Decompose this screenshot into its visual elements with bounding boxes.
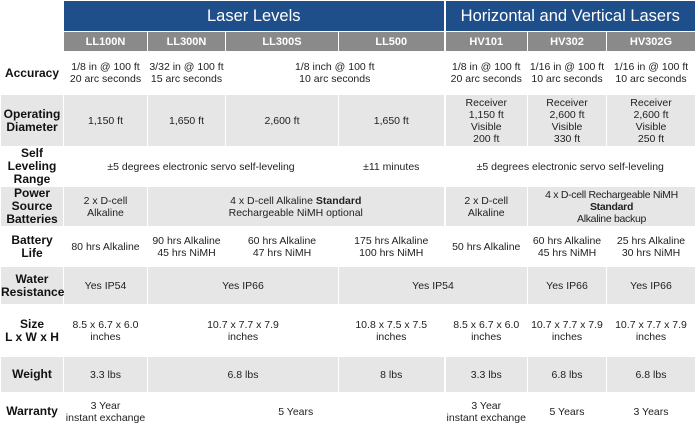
cell-power-hv302-hv302g (528, 187, 695, 227)
cell-battery-hv302: 60 hrs Alkaline 45 hrs NiMH (528, 227, 607, 267)
row-size (1, 305, 695, 357)
row-battery-life (1, 227, 695, 267)
row-accuracy (1, 52, 695, 95)
model-header-row (1, 32, 695, 52)
cell-weight-hv101: 3.3 lbs (445, 357, 528, 393)
cell-diameter-hv302: Receiver 2,600 ft Visible 330 ft (528, 95, 607, 147)
cell-battery-ll300s: 60 hrs Alkaline 47 hrs NiMH (226, 227, 339, 267)
cell-weight-ll500: 8 lbs (339, 357, 445, 393)
cell-warranty-hv302g: 3 Years (607, 393, 695, 431)
power-hv-standard: Standard (590, 201, 633, 213)
cell-accuracy-ll300s-ll500: 1/8 inch @ 100 ft 10 arc seconds (226, 52, 445, 95)
cell-accuracy-ll100n: 1/8 in @ 100 ft 20 arc seconds (64, 52, 148, 95)
row-label-battery-life: Battery Life (1, 227, 64, 267)
row-weight (1, 357, 695, 393)
cell-size-ll100n: 8.5 x 6.7 x 6.0 inches (64, 305, 148, 357)
cell-warranty-hv302: 5 Years (528, 393, 607, 431)
power-ll-line2: Rechargeable NiMH optional (229, 207, 363, 219)
row-label-weight: Weight (1, 357, 64, 393)
power-hv-line2: Alkaline backup (577, 213, 646, 225)
cell-accuracy-ll300n: 3/32 in @ 100 ft 15 arc seconds (148, 52, 226, 95)
cell-leveling-hv-all: ±5 degrees electronic servo self-leveling (445, 147, 695, 187)
cell-size-ll300n-ll300s: 10.7 x 7.7 x 7.9 inches (148, 305, 339, 357)
cell-warranty-ll100n: 3 Year instant exchange (64, 393, 148, 431)
row-operating-diameter (1, 95, 695, 147)
group-hv-lasers: Horizontal and Vertical Lasers (445, 1, 695, 32)
row-power-source (1, 187, 695, 227)
model-hv101: HV101 (445, 32, 528, 52)
row-water-resistance (1, 267, 695, 305)
cell-warranty-ll300n-ll500: 5 Years (148, 393, 445, 431)
cell-size-ll500: 10.8 x 7.5 x 7.5 inches (339, 305, 445, 357)
model-hv302: HV302 (528, 32, 607, 52)
cell-accuracy-hv101: 1/8 in @ 100 ft 20 arc seconds (445, 52, 528, 95)
model-hv302g: HV302G (607, 32, 695, 52)
power-ll-standard: Standard (316, 195, 362, 207)
cell-weight-hv302: 6.8 lbs (528, 357, 607, 393)
cell-leveling-ll500: ±11 minutes (339, 147, 445, 187)
cell-size-hv302g: 10.7 x 7.7 x 7.9 inches (607, 305, 695, 357)
group-laser-levels: Laser Levels (64, 1, 445, 32)
cell-size-hv302: 10.7 x 7.7 x 7.9 inches (528, 305, 607, 357)
cell-battery-hv302g: 25 hrs Alkaline 30 hrs NiMH (607, 227, 695, 267)
cell-diameter-ll100n: 1,150 ft (64, 95, 148, 147)
cell-diameter-ll500: 1,650 ft (339, 95, 445, 147)
row-label-operating-diameter: Operating Diameter (1, 95, 64, 147)
cell-water-ll300n-ll300s: Yes IP66 (148, 267, 339, 305)
row-label-accuracy: Accuracy (1, 52, 64, 95)
cell-diameter-ll300n: 1,650 ft (148, 95, 226, 147)
model-ll300s: LL300S (226, 32, 339, 52)
cell-water-hv302g: Yes IP66 (607, 267, 695, 305)
cell-battery-hv101: 50 hrs Alkaline (445, 227, 528, 267)
row-label-power-source: Power Source Batteries (1, 187, 64, 227)
cell-water-ll100n: Yes IP54 (64, 267, 148, 305)
power-ll-text: 4 x D-cell Alkaline (230, 195, 316, 207)
cell-water-ll500-hv101: Yes IP54 (339, 267, 528, 305)
row-warranty (1, 393, 695, 431)
cell-power-ll300n-ll500 (148, 187, 445, 227)
group-header-row (1, 1, 695, 32)
cell-size-hv101: 8.5 x 6.7 x 6.0 inches (445, 305, 528, 357)
row-self-leveling (1, 147, 695, 187)
cell-diameter-ll300s: 2,600 ft (226, 95, 339, 147)
cell-warranty-hv101: 3 Year instant exchange (445, 393, 528, 431)
model-ll100n: LL100N (64, 32, 148, 52)
row-label-self-leveling: Self Leveling Range (1, 147, 64, 187)
cell-power-ll100n: 2 x D-cell Alkaline (64, 187, 148, 227)
model-ll300n: LL300N (148, 32, 226, 52)
cell-diameter-hv302g: Receiver 2,600 ft Visible 250 ft (607, 95, 695, 147)
cell-weight-ll100n: 3.3 lbs (64, 357, 148, 393)
cell-leveling-ll100n-ll300s: ±5 degrees electronic servo self-leveling (64, 147, 339, 187)
corner-cell (1, 1, 64, 32)
cell-battery-ll100n: 80 hrs Alkaline (64, 227, 148, 267)
row-label-water-resistance: Water Resistance (1, 267, 64, 305)
model-ll500: LL500 (339, 32, 445, 52)
cell-battery-ll300n: 90 hrs Alkaline 45 hrs NiMH (148, 227, 226, 267)
row-label-size: Size L x W x H (1, 305, 64, 357)
cell-diameter-hv101: Receiver 1,150 ft Visible 200 ft (445, 95, 528, 147)
cell-weight-ll300n-ll300s: 6.8 lbs (148, 357, 339, 393)
cell-water-hv302: Yes IP66 (528, 267, 607, 305)
cell-accuracy-hv302g: 1/16 in @ 100 ft 10 arc seconds (607, 52, 695, 95)
row-label-warranty: Warranty (1, 393, 64, 431)
cell-weight-hv302g: 6.8 lbs (607, 357, 695, 393)
cell-accuracy-hv302: 1/16 in @ 100 ft 10 arc seconds (528, 52, 607, 95)
power-hv-text: 4 x D-cell Rechargeable NiMH (545, 189, 678, 201)
corner-cell (1, 32, 64, 52)
cell-battery-ll500: 175 hrs Alkaline 100 hrs NiMH (339, 227, 445, 267)
cell-power-hv101: 2 x D-cell Alkaline (445, 187, 528, 227)
